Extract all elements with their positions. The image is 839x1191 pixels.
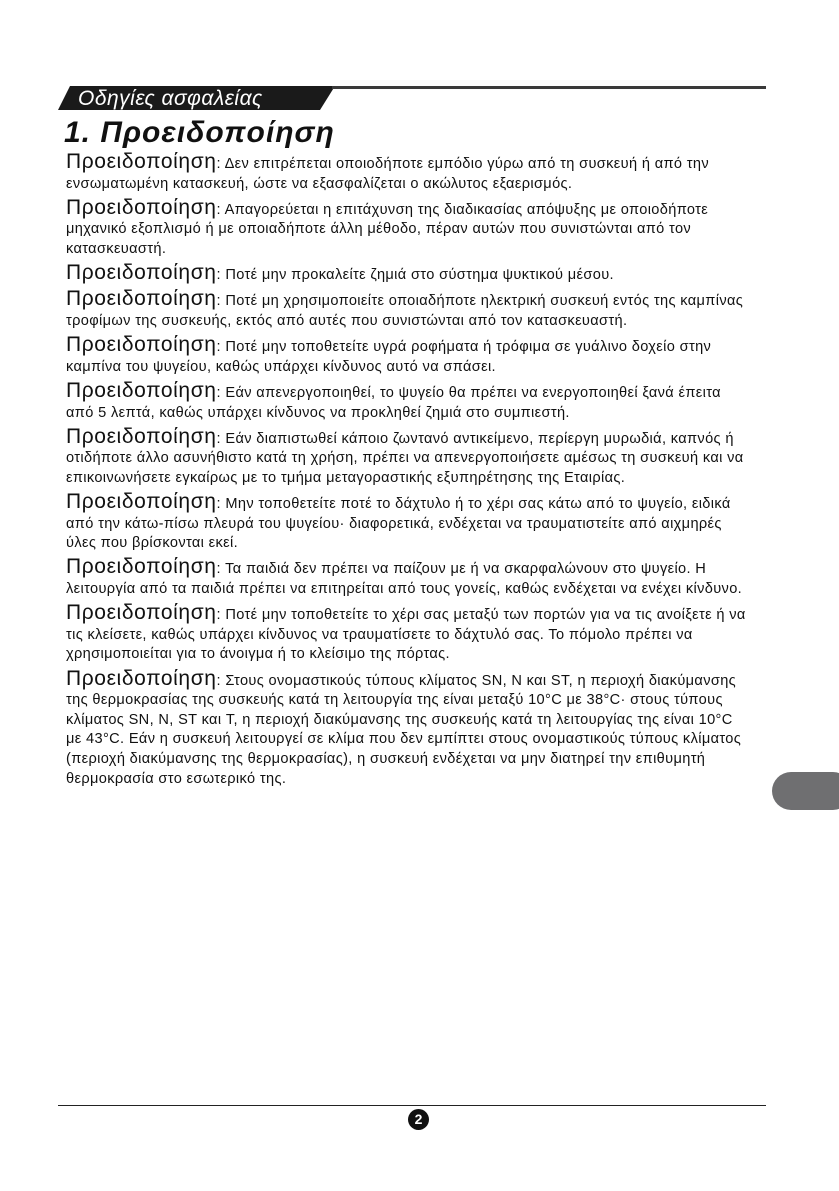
warning-label: Προειδοποίηση [66,150,217,173]
warning-text: Απαγορεύεται η επιτάχυνση της διαδικασίας απόψυξης με οποιοδήποτε μηχανικό εξοπλισμό ή με οποιαδήποτε άλλη μέθοδο, πέραν αυτών που συνιστώνται από τον κατασκευαστή. [66,201,709,257]
warning-text: Ποτέ μην τοποθετείτε υγρά ροφήματα ή τρόφιμα σε γυάλινο δοχείο στην καμπίνα του ψυγείου, καθώς υπάρχει κίνδυνος αυτό να σπάσει. [66,339,712,375]
warning-item: Προειδοποίηση: Τα παιδιά δεν πρέπει να παίζουν με ή να σκαρφαλώνουν στο ψυγείο. Η λειτουργία από τα παιδιά πρέπει να επιτηρείται από τους γονείς, καθώς ενδέχεται να ενέχει κίνδυνο. [66,555,743,598]
warning-text: Ποτέ μη χρησιμοποιείτε οποιαδήποτε ηλεκτρική συσκευή εντός της καμπίνας τροφίμων της συσκευής, εκτός από αυτές που συνιστώνται από τον κατασκευαστή. [66,293,744,329]
side-tab [772,772,839,810]
warning-text: Στους ονομαστικούς τύπους κλίματος SN, N και ST, η περιοχή διακύμανσης της θερμοκρασίας της συσκευής κατά τη λειτουργία της είναι μεταξύ 10°C με 38°C· στους τύπους κλίματος SN, N, ST και T, η περιοχή διακύμανσης της συσκευής κατά τη λειτουργίας της είναι 10°C με 43°C. Εάν η συσκευή λειτουργεί σε κλίμα που δεν εμπίπτει στους ονομαστικούς τύπους κλίματος (περιοχή διακύμανσης της θερμοκρασίας), η συσκευή ενδέχεται να μην διατηρεί την επιθυμητή θερμοκρασία στο εσωτερικό της. [66,672,742,787]
warning-item: Προειδοποίηση: Εάν απενεργοποιηθεί, το ψυγείο θα πρέπει να ενεργοποιηθεί ξανά έπειτα από 5 λεπτά, καθώς υπάρχει κίνδυνος να προκληθεί ζημιά στο συμπιεστή. [66,378,721,421]
warning-list [66,152,750,793]
footer-rule [58,1105,766,1106]
warning-text: Ποτέ μην τοποθετείτε το χέρι σας μεταξύ των πορτών για να τις ανοίξετε ή να τις κλείσετε, καθώς υπάρχει κίνδυνος να τραυματίσετε το δάχτυλό σας. Το πόμολο πρέπει να χρησιμοποιείται για το άνοιγμα ή το κλείσιμο της πόρτας. [66,607,746,663]
warning-label: Προειδοποίηση [66,555,217,579]
warning-label: Προειδοποίηση [66,424,217,448]
section-banner [58,86,766,112]
warning-item: Προειδοποίηση: Μην τοποθετείτε ποτέ το δάχτυλο ή το χέρι σας κάτω από το ψυγείο, ειδικά από την κάτω-πίσω πλευρά του ψυγείου· διαφορετικά, ενδέχεται να τραυματιστείτε από αιχμηρές ύλες που βρίσκονται εκεί. [66,490,731,552]
warning-label: Προειδοποίηση [66,666,217,690]
warning-item: Προειδοποίηση: Ποτέ μην τοποθετείτε το χέρι σας μεταξύ των πορτών για να τις ανοίξετε ή να τις κλείσετε, καθώς υπάρχει κίνδυνος να τραυματίσετε το δάχτυλό σας. Το πόμολο πρέπει να χρησιμοποιείται για το άνοιγμα ή το κλείσιμο της πόρτας. [66,601,746,663]
warning-label: Προειδοποίηση [66,378,217,402]
page-title: 1. Προειδοποίηση [64,116,335,149]
warning-label: Προειδοποίηση [66,195,217,219]
warning-label: Προειδοποίηση [66,287,217,311]
warning-label: Προειδοποίηση [66,490,217,514]
warning-label: Προειδοποίηση [66,261,217,285]
warning-text: Εάν διαπιστωθεί κάποιο ζωντανό αντικείμενο, περίεργη μυρωδιά, καπνός ή οτιδήποτε άλλο ασυνήθιστο κατά τη χρήση, πρέπει να απενεργοποιήσετε αμέσως τη συσκευή και να επικοινωνήσετε εγκαίρως με το τμήμα μεταγοραστικής εξυπηρέτησης της Εταιρίας. [66,430,744,486]
warning-item: Προειδοποίηση: Στους ονομαστικούς τύπους κλίματος SN, N και ST, η περιοχή διακύμανσης της θερμοκρασίας της συσκευής κατά τη λειτουργία της είναι μεταξύ 10°C με 38°C· στους τύπους κλίματος SN, N, ST και T, η περιοχή διακύμανσης της συσκευής κατά τη λειτουργίας της είναι 10°C με 43°C. Εάν η συσκευή λειτουργεί σε κλίμα που δεν εμπίπτει στους ονομαστικούς τύπους κλίματος (περιοχή διακύμανσης της θερμοκρασίας), η συσκευή ενδέχεται να μην διατηρεί την επιθυμητή θερμοκρασία στο εσωτερικό της. [66,666,742,787]
warning-item: Προειδοποίηση: Εάν διαπιστωθεί κάποιο ζωντανό αντικείμενο, περίεργη μυρωδιά, καπνός ή οτιδήποτε άλλο ασυνήθιστο κατά τη χρήση, πρέπει να απενεργοποιήσετε αμέσως τη συσκευή και να επικοινωνήσετε εγκαίρως με το τμήμα μεταγοραστικής εξυπηρέτησης της Εταιρίας. [66,424,744,486]
warning-text: Μην τοποθετείτε ποτέ το δάχτυλο ή το χέρι σας κάτω από το ψυγείο, ειδικά από την κάτω-πίσω πλευρά του ψυγείου· διαφορετικά, ενδέχεται να τραυματιστείτε από αιχμηρές ύλες που βρίσκονται εκεί. [66,496,731,552]
warning-item: Προειδοποίηση: Ποτέ μην προκαλείτε ζημιά στο σύστημα ψυκτικού μέσου. [66,261,614,285]
warning-item: Προειδοποίηση: Απαγορεύεται η επιτάχυνση της διαδικασίας απόψυξης με οποιοδήποτε μηχανικό εξοπλισμό ή με οποιαδήποτε άλλη μέθοδο, πέραν αυτών που συνιστώνται από τον κατασκευαστή. [66,195,709,257]
warning-text: Δεν επιτρέπεται οποιοδήποτε εμπόδιο γύρω από τη συσκευή ή από την ενσωματωμένη κατασκευή, ώστε να εξασφαλίζεται ο ακώλυτος εξαερισμός. [66,156,710,192]
page-number: 2 [408,1109,429,1130]
warning-item: Προειδοποίηση: Ποτέ μην τοποθετείτε υγρά ροφήματα ή τρόφιμα σε γυάλινο δοχείο στην καμπίνα του ψυγείου, καθώς υπάρχει κίνδυνος αυτό να σπάσει. [66,333,712,375]
warning-item: Προειδοποίηση: Δεν επιτρέπεται οποιοδήποτε εμπόδιο γύρω από τη συσκευή ή από την ενσωματωμένη κατασκευή, ώστε να εξασφαλίζεται ο ακώλυτος εξαερισμός. [66,150,710,192]
warning-text: Εάν απενεργοποιηθεί, το ψυγείο θα πρέπει να ενεργοποιηθεί ξανά έπειτα από 5 λεπτά, καθώς υπάρχει κίνδυνος να προκληθεί ζημιά στο συμπιεστή. [66,384,721,421]
banner-rule [332,86,766,89]
warning-text: Ποτέ μην προκαλείτε ζημιά στο σύστημα ψυκτικού μέσου. [225,267,614,284]
section-title: Οδηγίες ασφαλείας [78,87,263,110]
warning-label: Προειδοποίηση [66,333,217,357]
warning-item: Προειδοποίηση: Ποτέ μη χρησιμοποιείτε οποιαδήποτε ηλεκτρική συσκευή εντός της καμπίνας τροφίμων της συσκευής, εκτός από αυτές που συνιστώνται από τον κατασκευαστή. [66,287,744,329]
warning-text: Τα παιδιά δεν πρέπει να παίζουν με ή να σκαρφαλώνουν στο ψυγείο. Η λειτουργία από τα παιδιά πρέπει να επιτηρείται από τους γονείς, καθώς ενδέχεται να ενέχει κίνδυνο. [66,561,743,598]
warning-label: Προειδοποίηση [66,601,217,625]
